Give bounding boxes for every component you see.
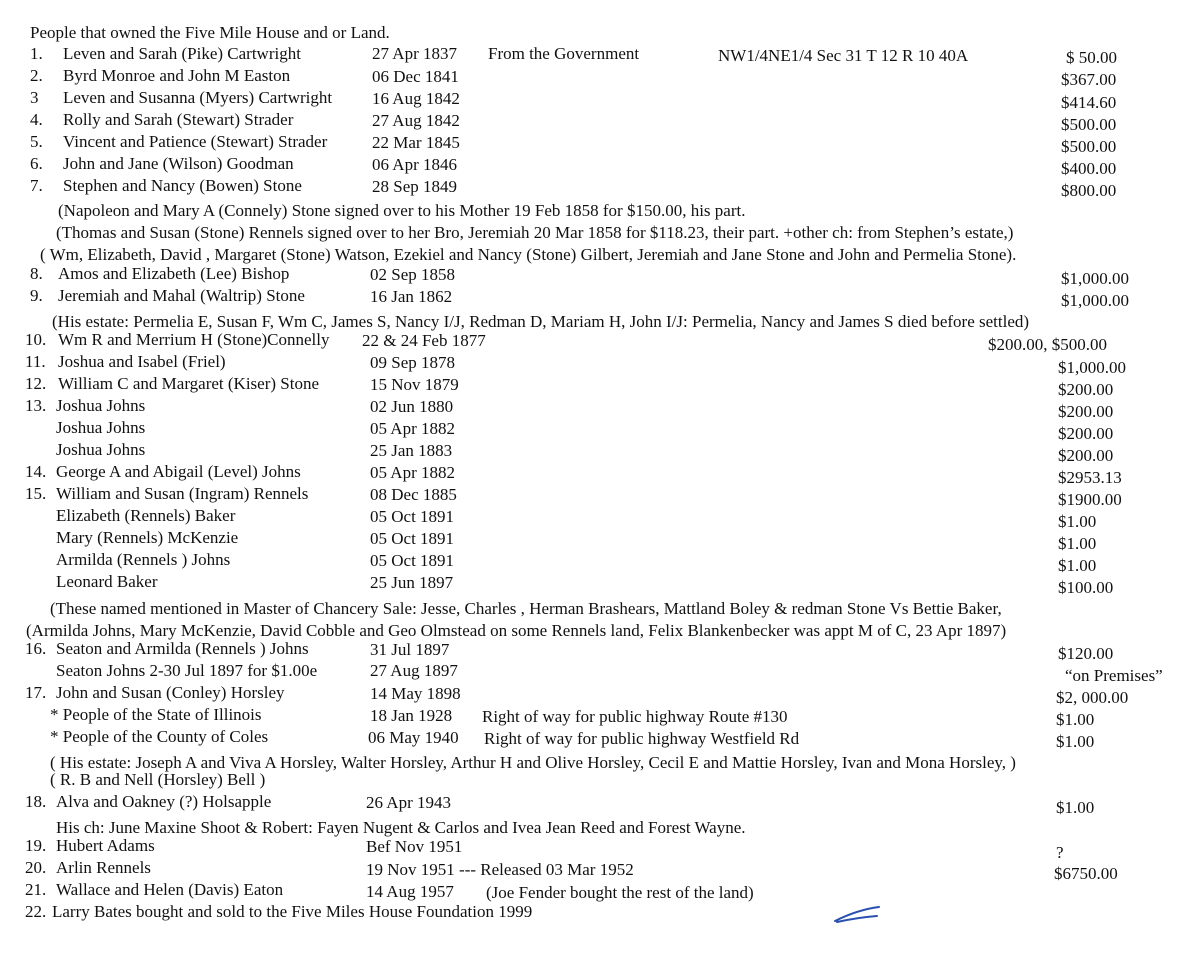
entry-owner: Rolly and Sarah (Stewart) Strader: [63, 110, 294, 129]
entry-date: 18 Jan 1928: [370, 706, 453, 725]
entry-date: 05 Apr 1882: [370, 419, 455, 438]
entry-number: 4.: [30, 110, 43, 129]
entry-date: 05 Apr 1882: [370, 463, 455, 482]
entry-date: 08 Dec 1885: [370, 485, 457, 504]
entry-number: 2.: [30, 66, 43, 85]
entry-owner: Byrd Monroe and John M Easton: [63, 66, 291, 85]
entry-number: 19.: [25, 836, 47, 855]
entry-note: (Joe Fender bought the rest of the land): [486, 883, 754, 902]
entry-amount: $400.00: [1061, 159, 1117, 178]
entry-amount: $1,000.00: [1058, 358, 1126, 377]
entry-owner: Wallace and Helen (Davis) Eaton: [56, 880, 284, 899]
entry-amount: $1.00: [1058, 534, 1097, 553]
entry-number: 16.: [25, 639, 47, 658]
entry-date: 27 Aug 1897: [370, 661, 458, 680]
entry-amount: $1.00: [1056, 732, 1095, 751]
estate-note: (His estate: Permelia E, Susan F, Wm C, James S, Nancy I/J, Redman D, Mariam H, John I/J: Permelia, Nancy and James S died before settled): [52, 312, 1030, 331]
entry-note: Right of way for public highway Route #130: [482, 707, 788, 726]
entry-date: 25 Jun 1897: [370, 573, 454, 592]
entry-date: 14 Aug 1957: [366, 882, 454, 901]
estate-note: (Armilda Johns, Mary McKenzie, David Cobble and Geo Olmstead on some Rennels land, Felix Blankenbecker was appt M of C, 23 Apr 1897): [26, 621, 1007, 640]
entry-date: 22 & 24 Feb 1877: [362, 331, 486, 350]
entry-date: 06 Dec 1841: [372, 67, 459, 86]
entry-note: Right of way for public highway Westfield Rd: [484, 729, 800, 748]
entry-amount: $2953.13: [1058, 468, 1122, 487]
entry-number: 6.: [30, 154, 43, 173]
entry-amount: $200.00: [1058, 380, 1114, 399]
entry-number: 15.: [25, 484, 47, 503]
entry-number: 1.: [30, 44, 43, 63]
entry-amount: $120.00: [1058, 644, 1114, 663]
estate-note: His ch: June Maxine Shoot & Robert: Fayen Nugent & Carlos and Ivea Jean Reed and Forest Wayne.: [56, 818, 746, 837]
entry-owner: Leonard Baker: [56, 572, 158, 591]
entry-date: 19 Nov 1951 --- Released 03 Mar 1952: [366, 860, 634, 879]
entry-owner: George A and Abigail (Level) Johns: [56, 462, 301, 481]
entry-date: 05 Oct 1891: [370, 551, 455, 570]
entry-number: 18.: [25, 792, 47, 811]
entry-owner: Seaton and Armilda (Rennels ) Johns: [56, 639, 309, 658]
entry-owner: Alva and Oakney (?) Holsapple: [56, 792, 272, 811]
entry-owner: Joshua Johns: [56, 440, 146, 459]
entry-date: 22 Mar 1845: [372, 133, 460, 152]
entry-owner: John and Susan (Conley) Horsley: [56, 683, 285, 702]
entry-amount: $2, 000.00: [1056, 688, 1129, 707]
entry-date: 26 Apr 1943: [366, 793, 451, 812]
entry-legal-description: NW1/4NE1/4 Sec 31 T 12 R 10 40A: [718, 46, 969, 65]
entry-date: 27 Aug 1842: [372, 111, 460, 130]
entry-owner: Joshua Johns: [56, 418, 146, 437]
entry-amount: $6750.00: [1054, 864, 1118, 883]
entry-amount: $200.00: [1058, 402, 1114, 421]
entry-owner: Joshua and Isabel (Friel): [58, 352, 226, 371]
entry-owner: Jeremiah and Mahal (Waltrip) Stone: [58, 286, 305, 305]
entry-number: 22.: [25, 902, 47, 921]
entry-date: 06 May 1940: [368, 728, 459, 747]
entry-date: 09 Sep 1878: [370, 353, 455, 372]
entry-date: 05 Oct 1891: [370, 529, 455, 548]
entry-owner: Amos and Elizabeth (Lee) Bishop: [58, 264, 290, 283]
entry-date: 05 Oct 1891: [370, 507, 455, 526]
entry-owner: Wm R and Merrium H (Stone)Connelly: [58, 330, 330, 349]
entry-date: Bef Nov 1951: [366, 837, 463, 856]
entry-owner: Seaton Johns 2-30 Jul 1897 for $1.00e: [56, 661, 318, 680]
entry-date: 27 Apr 1837: [372, 44, 457, 63]
entry-number: 12.: [25, 374, 47, 393]
entry-owner: John and Jane (Wilson) Goodman: [63, 154, 294, 173]
entry-date: 15 Nov 1879: [370, 375, 459, 394]
entry-text: Larry Bates bought and sold to the Five Miles House Foundation 1999: [52, 902, 533, 921]
entry-amount: $1.00: [1058, 512, 1097, 531]
entry-owner: * People of the County of Coles: [50, 727, 269, 746]
entry-number: 13.: [25, 396, 47, 415]
entry-owner: Hubert Adams: [56, 836, 155, 855]
entry-amount: $200.00, $500.00: [988, 335, 1107, 354]
entry-number: 14.: [25, 462, 47, 481]
entry-number: 20.: [25, 858, 47, 877]
entry-amount: $200.00: [1058, 446, 1114, 465]
entry-number: 17.: [25, 683, 47, 702]
entry-number: 8.: [30, 264, 43, 283]
entry-date: 25 Jan 1883: [370, 441, 453, 460]
entry-date: 02 Jun 1880: [370, 397, 454, 416]
entry-date: 14 May 1898: [370, 684, 461, 703]
estate-note: (Napoleon and Mary A (Connely) Stone signed over to his Mother 19 Feb 1858 for $150.00, his part.: [58, 201, 746, 220]
entry-owner: William and Susan (Ingram) Rennels: [56, 484, 309, 503]
entry-amount: $1,000.00: [1061, 291, 1129, 310]
entry-amount: $1900.00: [1058, 490, 1122, 509]
estate-note: (These named mentioned in Master of Chancery Sale: Jesse, Charles , Herman Brashears, Mattland Boley & redman Stone Vs Bettie Baker,: [50, 599, 1002, 618]
entry-number: 9.: [30, 286, 43, 305]
entry-owner: * People of the State of Illinois: [50, 705, 262, 724]
entry-amount: $100.00: [1058, 578, 1114, 597]
estate-note: ( Wm, Elizabeth, David , Margaret (Stone) Watson, Ezekiel and Nancy (Stone) Gilbert, Jeremiah and Jane Stone and John and Permelia Stone).: [40, 245, 1017, 264]
entry-number: 11.: [25, 352, 46, 371]
entry-amount: $800.00: [1061, 181, 1117, 200]
entry-amount: ?: [1056, 843, 1064, 862]
entry-note: From the Government: [488, 44, 640, 63]
entry-owner: Armilda (Rennels ) Johns: [56, 550, 231, 569]
entry-amount: $1,000.00: [1061, 269, 1129, 288]
entry-amount: $1.00: [1056, 798, 1095, 817]
entry-owner: Vincent and Patience (Stewart) Strader: [63, 132, 328, 151]
entry-owner: Joshua Johns: [56, 396, 146, 415]
entry-amount: “on Premises”: [1065, 666, 1163, 685]
entry-owner: Stephen and Nancy (Bowen) Stone: [63, 176, 302, 195]
entry-amount: $367.00: [1061, 70, 1117, 89]
entry-owner: Arlin Rennels: [56, 858, 151, 877]
entry-amount: $500.00: [1061, 137, 1117, 156]
entry-date: 02 Sep 1858: [370, 265, 455, 284]
estate-note: ( His estate: Joseph A and Viva A Horsley, Walter Horsley, Arthur H and Olive Horsley, Cecil E and Mattie Horsley, Ivan and Mona Horsley, ): [50, 753, 1016, 772]
entry-amount: $1.00: [1058, 556, 1097, 575]
entry-owner: Mary (Rennels) McKenzie: [56, 528, 239, 547]
estate-note: (Thomas and Susan (Stone) Rennels signed over to her Bro, Jeremiah 20 Mar 1858 for $118.23, their part. +other ch: from Stephen’s estate,): [56, 223, 1014, 242]
pen-mark: [833, 903, 883, 927]
entry-date: 31 Jul 1897: [370, 640, 450, 659]
entry-number: 3: [30, 88, 39, 107]
entry-owner: Elizabeth (Rennels) Baker: [56, 506, 236, 525]
entry-owner: Leven and Sarah (Pike) Cartwright: [63, 44, 301, 63]
entry-date: 16 Jan 1862: [370, 287, 453, 306]
estate-note: ( R. B and Nell (Horsley) Bell ): [50, 770, 266, 789]
entry-amount: $200.00: [1058, 424, 1114, 443]
entry-number: 21.: [25, 880, 47, 899]
entry-amount: $500.00: [1061, 115, 1117, 134]
entry-amount: $ 50.00: [1066, 48, 1117, 67]
entry-date: 16 Aug 1842: [372, 89, 460, 108]
entry-amount: $1.00: [1056, 710, 1095, 729]
entry-number: 10.: [25, 330, 47, 349]
entry-owner: Leven and Susanna (Myers) Cartwright: [63, 88, 333, 107]
document-title: People that owned the Five Mile House and or Land.: [30, 23, 390, 42]
entry-date: 28 Sep 1849: [372, 177, 457, 196]
entry-amount: $414.60: [1061, 93, 1117, 112]
entry-number: 5.: [30, 132, 43, 151]
entry-number: 7.: [30, 176, 43, 195]
entry-date: 06 Apr 1846: [372, 155, 457, 174]
entry-owner: William C and Margaret (Kiser) Stone: [58, 374, 320, 393]
